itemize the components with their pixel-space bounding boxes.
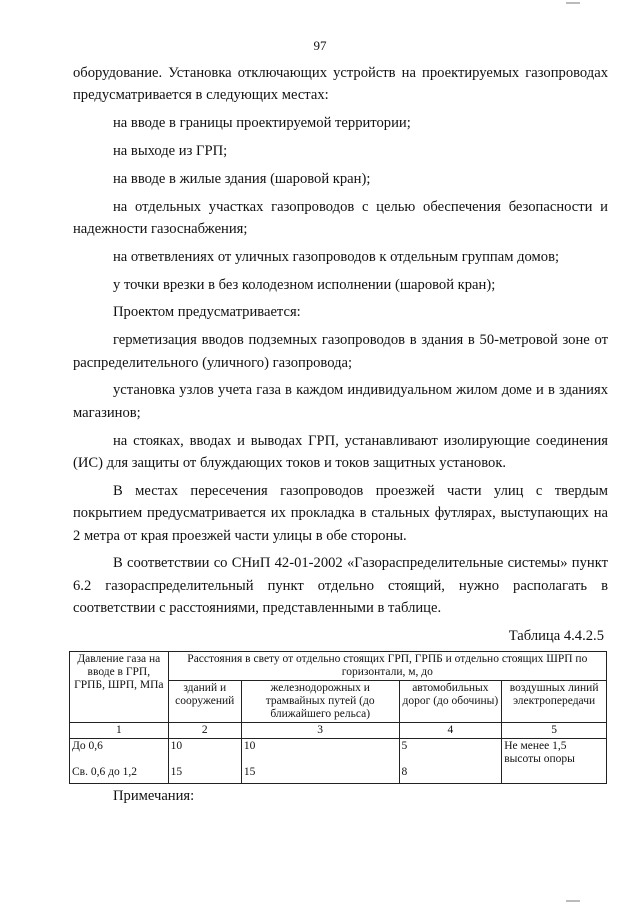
paragraph: В местах пересечения газопроводов проезжей части улиц с твердым покрытием предусматривается их прокладка в стальных футлярах, выступающих на 2 метра от края проезжей части улицы в обе стороны. [73, 482, 608, 544]
subheader-rail: железнодорожных и трамвайных путей (до ближайшего рельса) [241, 681, 399, 723]
paragraph: В соответствии со СНиП 42-01-2002 «Газораспределительные системы» пункт 6.2 газораспределительный пункт отдельно стоящий, нужно располагать в соответствии с расстояниями, представленными в таблице. [73, 555, 608, 617]
header-distances: Расстояния в свету от отдельно стоящих ГРП, ГРПБ и отдельно стоящих ШРП по горизонтали, м, до [168, 652, 606, 681]
list-item: на вводе в границы проектируемой территории; [113, 115, 411, 132]
roads-value-2: 8 [401, 766, 408, 779]
rail-value-2: 15 [243, 766, 256, 779]
subheader-roads: автомобильных дорог (до обочины) [399, 681, 502, 723]
rail-value-1: 10 [243, 740, 256, 753]
col-number: 1 [70, 723, 169, 739]
paragraph: оборудование. Установка отключающих устройств на проектируемых газопроводах предусматривается в следующих местах: [73, 65, 608, 104]
list-item: установка узлов учета газа в каждом индивидуальном жилом доме и в зданиях магазинов; [73, 382, 608, 421]
header-pressure: Давление газа на вводе в ГРП, ГРПБ, ШРП, МПа [70, 652, 169, 723]
buildings-value-1: 10 [170, 740, 183, 753]
scan-mark-bottom [566, 900, 580, 902]
buildings-value-2: 15 [170, 766, 183, 779]
col-number: 5 [502, 723, 607, 739]
pressure-value-1: До 0,6 [72, 740, 103, 753]
distance-table [69, 651, 607, 784]
cell-pressure [70, 739, 169, 784]
col-number: 3 [241, 723, 399, 739]
paragraph: Проектом предусматривается: [113, 304, 301, 321]
list-item: на стояках, вводах и выводах ГРП, устанавливают изолирующие соединения (ИС) для защиты от блуждающих токов и токов защитных установок. [73, 432, 608, 471]
cell-power-lines: Не менее 1,5 высоты опоры [502, 739, 607, 784]
pressure-value-2: Св. 0,6 до 1,2 [72, 766, 137, 779]
cell-rail [241, 739, 399, 784]
table-row [70, 739, 607, 784]
notes-label: Примечания: [113, 788, 195, 805]
roads-value-1: 5 [401, 740, 408, 753]
subheader-power-lines: воздушных линий электропередачи [502, 681, 607, 723]
list-item: на отдельных участках газопроводов с целью обеспечения безопасности и надежности газоснабжения; [73, 198, 608, 237]
cell-buildings [168, 739, 241, 784]
list-item: на вводе в жилые здания (шаровой кран); [113, 170, 371, 187]
list-item: на выходе из ГРП; [113, 143, 228, 159]
list-item: у точки врезки в без колодезном исполнении (шаровой кран); [113, 276, 496, 293]
table-row-col-numbers [70, 723, 607, 739]
col-number: 4 [399, 723, 502, 739]
scan-mark-top [566, 2, 580, 4]
col-number: 2 [168, 723, 241, 739]
document-body [73, 62, 608, 806]
page-number: 97 [313, 38, 327, 53]
cell-roads [399, 739, 502, 784]
subheader-buildings: зданий и сооружений [168, 681, 241, 723]
table-caption: Таблица 4.4.2.5 [508, 628, 604, 645]
list-item: на ответвлениях от уличных газопроводов к отдельным группам домов; [113, 248, 560, 265]
list-item: герметизация вводов подземных газопроводов в здания в 50-метровой зоне от распределительного (уличного) газопровода; [73, 332, 608, 371]
